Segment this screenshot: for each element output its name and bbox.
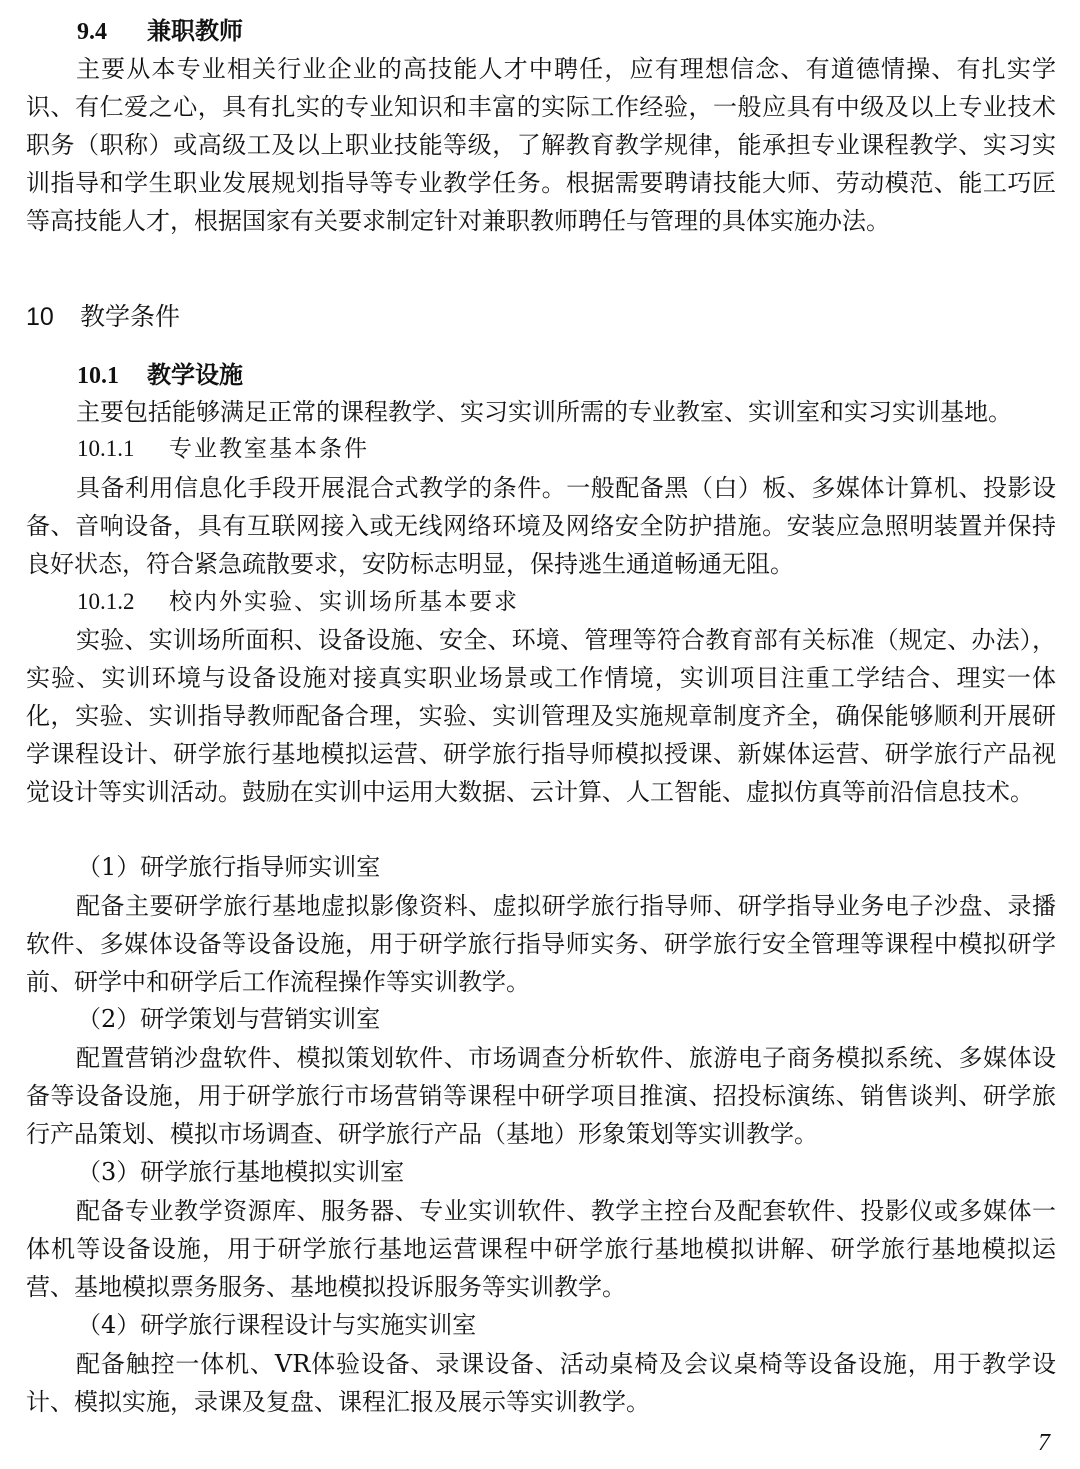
room-4-paragraph: 配备触控一体机、VR体验设备、录课设备、活动桌椅及会议桌椅等设备设施，用于教学设计、模拟实施，录课及复盘、课程汇报及展示等实训教学。	[26, 1350, 1056, 1416]
room-2-label: （2）研学策划与营销实训室	[77, 1005, 381, 1033]
section-title: 校内外实验、实训场所基本要求	[169, 589, 519, 615]
section-title: 专业教室基本条件	[169, 436, 369, 462]
room-2-paragraph: 配置营销沙盘软件、模拟策划软件、市场调查分析软件、旅游电子商务模拟系统、多媒体设备等设备设施，用于研学旅行市场营销等课程中研学项目推演、招投标演练、销售谈判、研学旅行产品策划、模拟市场调查、研学旅行产品（基地）形象策划等实训教学。	[26, 1044, 1056, 1148]
room-1-label: （1）研学旅行指导师实训室	[77, 853, 381, 881]
chapter-10-heading	[26, 298, 180, 336]
section-title: 教学设施	[147, 360, 243, 389]
room-1-paragraph: 配备主要研学旅行基地虚拟影像资料、虚拟研学旅行指导师、研学指导业务电子沙盘、录播软件、多媒体设备等设备设施，用于研学旅行指导师实务、研学旅行安全管理等课程中模拟研学前、研学中和研学后工作流程操作等实训教学。	[26, 892, 1056, 996]
section-10-1-2-heading	[77, 583, 519, 621]
section-number: 10.1.1	[77, 436, 135, 461]
section-10-1-paragraph: 主要包括能够满足正常的课程教学、实习实训所需的专业教室、实训室和实习实训基地。	[76, 398, 1012, 426]
room-3-paragraph: 配备专业教学资源库、服务器、专业实训软件、教学主控台及配套软件、投影仪或多媒体一体机等设备设施，用于研学旅行基地运营课程中研学旅行基地模拟讲解、研学旅行基地模拟运营、基地模拟票务服务、基地模拟投诉服务等实训教学。	[26, 1197, 1056, 1301]
section-number: 9.4	[77, 19, 107, 45]
section-10-1-1-paragraph: 具备利用信息化手段开展混合式教学的条件。一般配备黑（白）板、多媒体计算机、投影设备、音响设备，具有互联网接入或无线网络环境及网络安全防护措施。安装应急照明装置并保持良好状态，符合紧急疏散要求，安防标志明显，保持逃生通道畅通无阻。	[26, 474, 1056, 578]
section-9-4-heading	[77, 12, 243, 51]
chapter-title: 教学条件	[80, 302, 181, 331]
page-number: 7	[1038, 1430, 1050, 1456]
section-9-4-paragraph: 主要从本专业相关行业企业的高技能人才中聘任，应有理想信念、有道德情操、有扎实学识、有仁爱之心，具有扎实的专业知识和丰富的实际工作经验，一般应具有中级及以上专业技术职务（职称）或高级工及以上职业技能等级，了解教育教学规律，能承担专业课程教学、实习实训指导和学生职业发展规划指导等专业教学任务。根据需要聘请技能大师、劳动模范、能工巧匠等高技能人才，根据国家有关要求制定针对兼职教师聘任与管理的具体实施办法。	[26, 55, 1056, 235]
section-number: 10.1	[77, 363, 119, 389]
room-3-label: （3）研学旅行基地模拟实训室	[77, 1158, 405, 1186]
room-4-label: （4）研学旅行课程设计与实施实训室	[77, 1311, 477, 1339]
section-number: 10.1.2	[77, 589, 135, 614]
section-10-1-heading	[77, 356, 243, 395]
section-10-1-2-paragraph: 实验、实训场所面积、设备设施、安全、环境、管理等符合教育部有关标准（规定、办法），实验、实训环境与设备设施对接真实职业场景或工作情境，实训项目注重工学结合、理实一体化，实验、实训指导教师配备合理，实验、实训管理及实施规章制度齐全，确保能够顺利开展研学课程设计、研学旅行基地模拟运营、研学旅行指导师模拟授课、新媒体运营、研学旅行产品视觉设计等实训活动。鼓励在实训中运用大数据、云计算、人工智能、虚拟仿真等前沿信息技术。	[26, 626, 1056, 806]
section-10-1-1-heading	[77, 430, 369, 468]
section-title: 兼职教师	[147, 16, 243, 45]
chapter-number: 10	[26, 303, 54, 331]
